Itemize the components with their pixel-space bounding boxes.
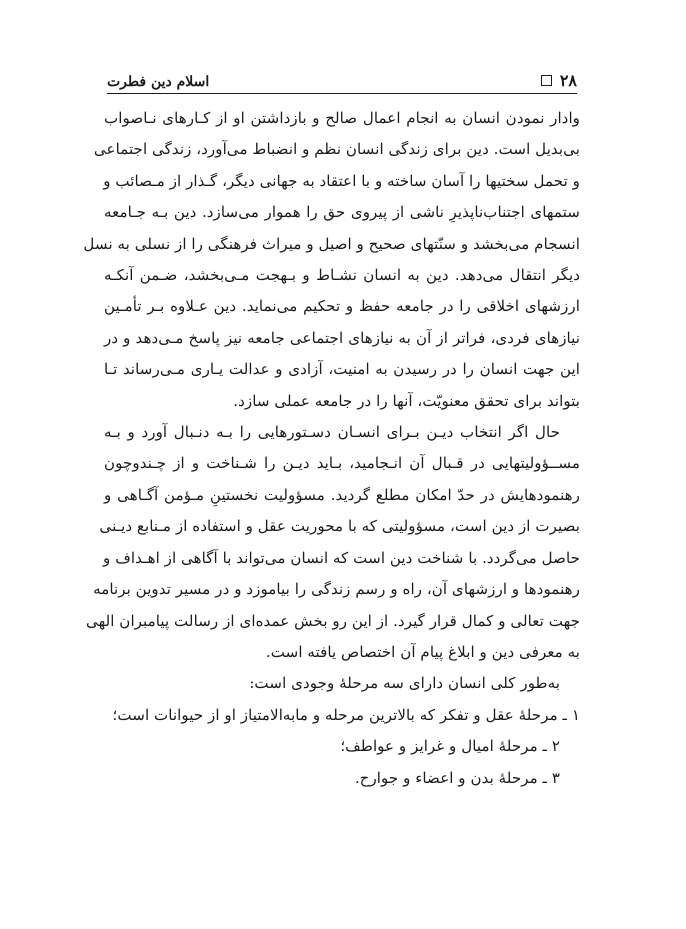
text-line: رهنمودهایش در حدّ امکان مطلع گردید. مسؤولیت نخستینِ مـؤمن آگـاهی و (104, 485, 580, 504)
running-title: اسلام دین فطرت (107, 74, 210, 90)
page-header (107, 60, 577, 90)
page-number: ۲۸ (559, 71, 577, 90)
page-number-group (541, 71, 577, 90)
header-rule (107, 93, 577, 94)
text-line: به‌طور کلی انسان دارای سه مرحلۀ وجودی است: (249, 674, 560, 693)
text-line: انسجام می‌بخشد و سنّتهای صحیح و اصیل و میراث فرهنگی را از نسلی به نسل (83, 234, 580, 253)
paragraph-1 (83, 103, 580, 417)
text-line: به معرفی دین و ابلاغ پیام آن اختصاص یافته است. (265, 642, 580, 661)
square-bullet-icon (541, 75, 552, 86)
text-line: رهنمودها و ارزشهای آن، راه و رسم زندگی را بیاموزد و در مسیر تدوین برنامه (93, 580, 580, 599)
list-item: ۱ ـ مرحلۀ عقل و تفکر که بالاترین مرحله و مابه‌الامتیاز او از حیوانات است؛ (112, 705, 580, 724)
stages-list (104, 700, 580, 794)
text-line: بتواند برای تحقق معنویّت، آنها را در جامعه عملی سازد. (233, 391, 580, 410)
text-line: حال اگر انتخاب دیـن بـرای انسـان دسـتورهایی را بـه دنـبال آورد و بـه (104, 423, 560, 442)
text-line: وادار نمودن انسان به انجام اعمال صالح و بازداشتن او از کـارهای نـاصواب (104, 109, 580, 127)
text-line: جهت تعالی و کمال قرار گیرد. از این رو بخش عمده‌ای از رسالت پیامبران الهی (85, 611, 580, 630)
page-body (83, 103, 580, 794)
text-line: حاصل می‌گردد. با شناخت دین است که انسان می‌تواند با آگاهی از اهـداف و (103, 548, 580, 567)
list-item: ۳ ـ مرحلۀ بدن و اعضاء و جوارح. (354, 768, 560, 787)
text-line: و تحمل سختیها را آسان ساخته و با اعتقاد به جهانی دیگر، گـذار از مـصائب و (103, 171, 580, 190)
list-item: ۲ ـ مرحلۀ امیال و غرایز و عواطف؛ (340, 737, 560, 756)
text-line: بی‌بدیل است. دین برای زندگی انسان نظم و انضباط می‌آورد، زندگی اجتماعی (93, 140, 580, 159)
text-line: مســؤولیتهایی در قـبال آن انـجامید، بـاید دیـن را شـناخت و از چـندوچون (104, 454, 580, 473)
text-line: این جهت انسان را در رسیدن به امنیت، آزادی و عدالت یـاری مـی‌رساند تـا (104, 360, 580, 379)
text-line: دیگر انتقال می‌دهد. دین به انسان نشـاط و بـهجت مـی‌بخشد، ضـمن آنکـه (104, 266, 580, 285)
text-line: ارزشهای اخلاقی را در جامعه حفظ و تحکیم می‌نماید. دین عـلاوه بـر تأمـین (104, 297, 580, 316)
text-line: بصیرت از دین است، مسؤولیتی که با محوریت عقل و استفاده از مـنابع دیـنی (99, 517, 580, 536)
intro-paragraph (104, 668, 580, 699)
text-line: نیازهای فردی، فراتر از آن به نیازهای اجتماعی جامعه نیز پاسخ مـی‌دهد و در (104, 328, 580, 347)
paragraph-2 (85, 417, 580, 668)
text-line: ستمهای اجتناب‌ناپذیرِ ناشی از پیروی حق را هموار می‌سازد. دین بـه جـامعه (104, 203, 580, 222)
